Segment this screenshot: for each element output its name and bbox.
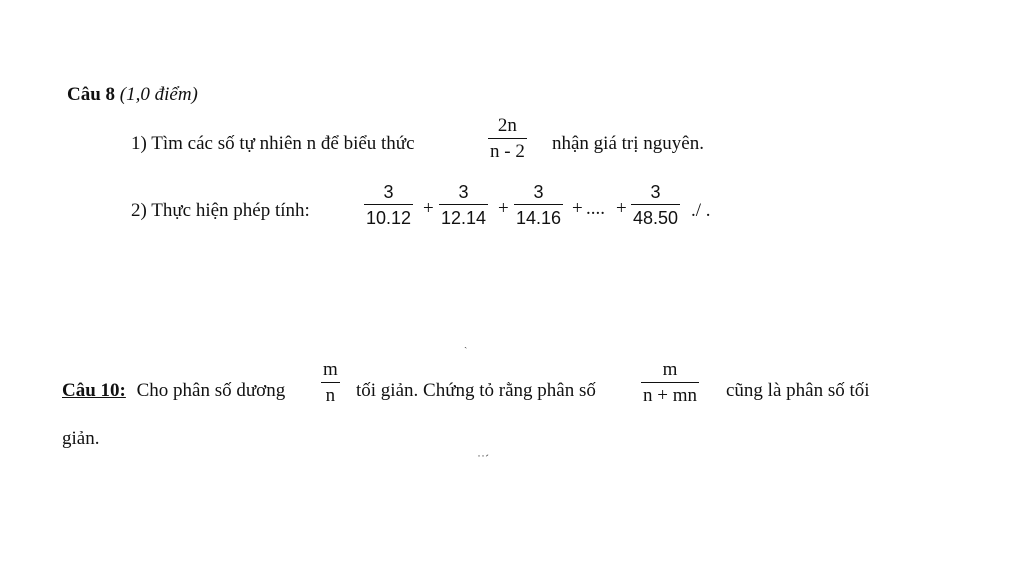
- fraction-denominator: 10.12: [366, 208, 412, 228]
- fraction-numerator: m: [323, 359, 338, 380]
- cau10-fraction-2: [641, 360, 699, 406]
- plus-sign: +: [616, 198, 627, 219]
- fraction-bar: [641, 382, 699, 383]
- cau10-fraction-1: [321, 360, 340, 406]
- stray-mark: ˏ: [464, 338, 468, 349]
- fraction-denominator: n + mn: [643, 385, 697, 406]
- cropped-fragment: ˙˙ˊ: [477, 452, 489, 466]
- cau10-text1: Cho phân số dương: [136, 380, 286, 401]
- fraction-denominator: 14.16: [516, 208, 562, 228]
- cau10-text3: cũng là phân số tối: [726, 380, 870, 401]
- cau8-item1-text-before: 1) Tìm các số tự nhiên n để biểu thức: [131, 133, 415, 154]
- ellipsis: ....: [586, 198, 605, 219]
- plus-sign: +: [423, 198, 434, 219]
- fraction-bar: [364, 204, 413, 205]
- cau10-text4: giản.: [62, 428, 100, 449]
- plus-sign: +: [498, 198, 509, 219]
- fraction-denominator: 48.50: [633, 208, 679, 228]
- cau8-heading: [67, 84, 198, 106]
- trailing-mark: ./ .: [691, 200, 711, 221]
- fraction-numerator: 3: [458, 182, 469, 202]
- fraction-bar: [439, 204, 488, 205]
- cau10-line1-start: [62, 380, 285, 402]
- fraction-bar: [631, 204, 680, 205]
- fraction-numerator: 3: [650, 182, 661, 202]
- fraction-bar: [321, 382, 340, 383]
- cau8-points: (1,0 điểm): [119, 84, 198, 105]
- fraction-numerator: 3: [383, 182, 394, 202]
- sum-fraction-1: [364, 182, 413, 228]
- sum-fraction-3: [514, 182, 563, 228]
- fraction-numerator: m: [662, 359, 678, 380]
- fraction-denominator: 12.14: [441, 208, 487, 228]
- cau8-item2-text-before: 2) Thực hiện phép tính:: [131, 200, 310, 221]
- fraction-bar: [488, 138, 527, 139]
- sum-fraction-2: [439, 182, 488, 228]
- plus-sign: +: [572, 198, 583, 219]
- cau8-label: Câu 8: [67, 84, 116, 105]
- cau10-text2: tối giản. Chứng tỏ rằng phân số: [356, 380, 596, 401]
- cau8-item1-fraction: [488, 116, 527, 162]
- cau8-item1-text-after: nhận giá trị nguyên.: [552, 133, 704, 154]
- fraction-denominator: n: [325, 385, 336, 406]
- sum-fraction-4: [631, 182, 680, 228]
- fraction-numerator: 2n: [497, 115, 517, 136]
- fraction-denominator: n - 2: [490, 141, 525, 162]
- fraction-numerator: 3: [533, 182, 544, 202]
- fraction-bar: [514, 204, 563, 205]
- cau10-label: Câu 10:: [62, 380, 126, 401]
